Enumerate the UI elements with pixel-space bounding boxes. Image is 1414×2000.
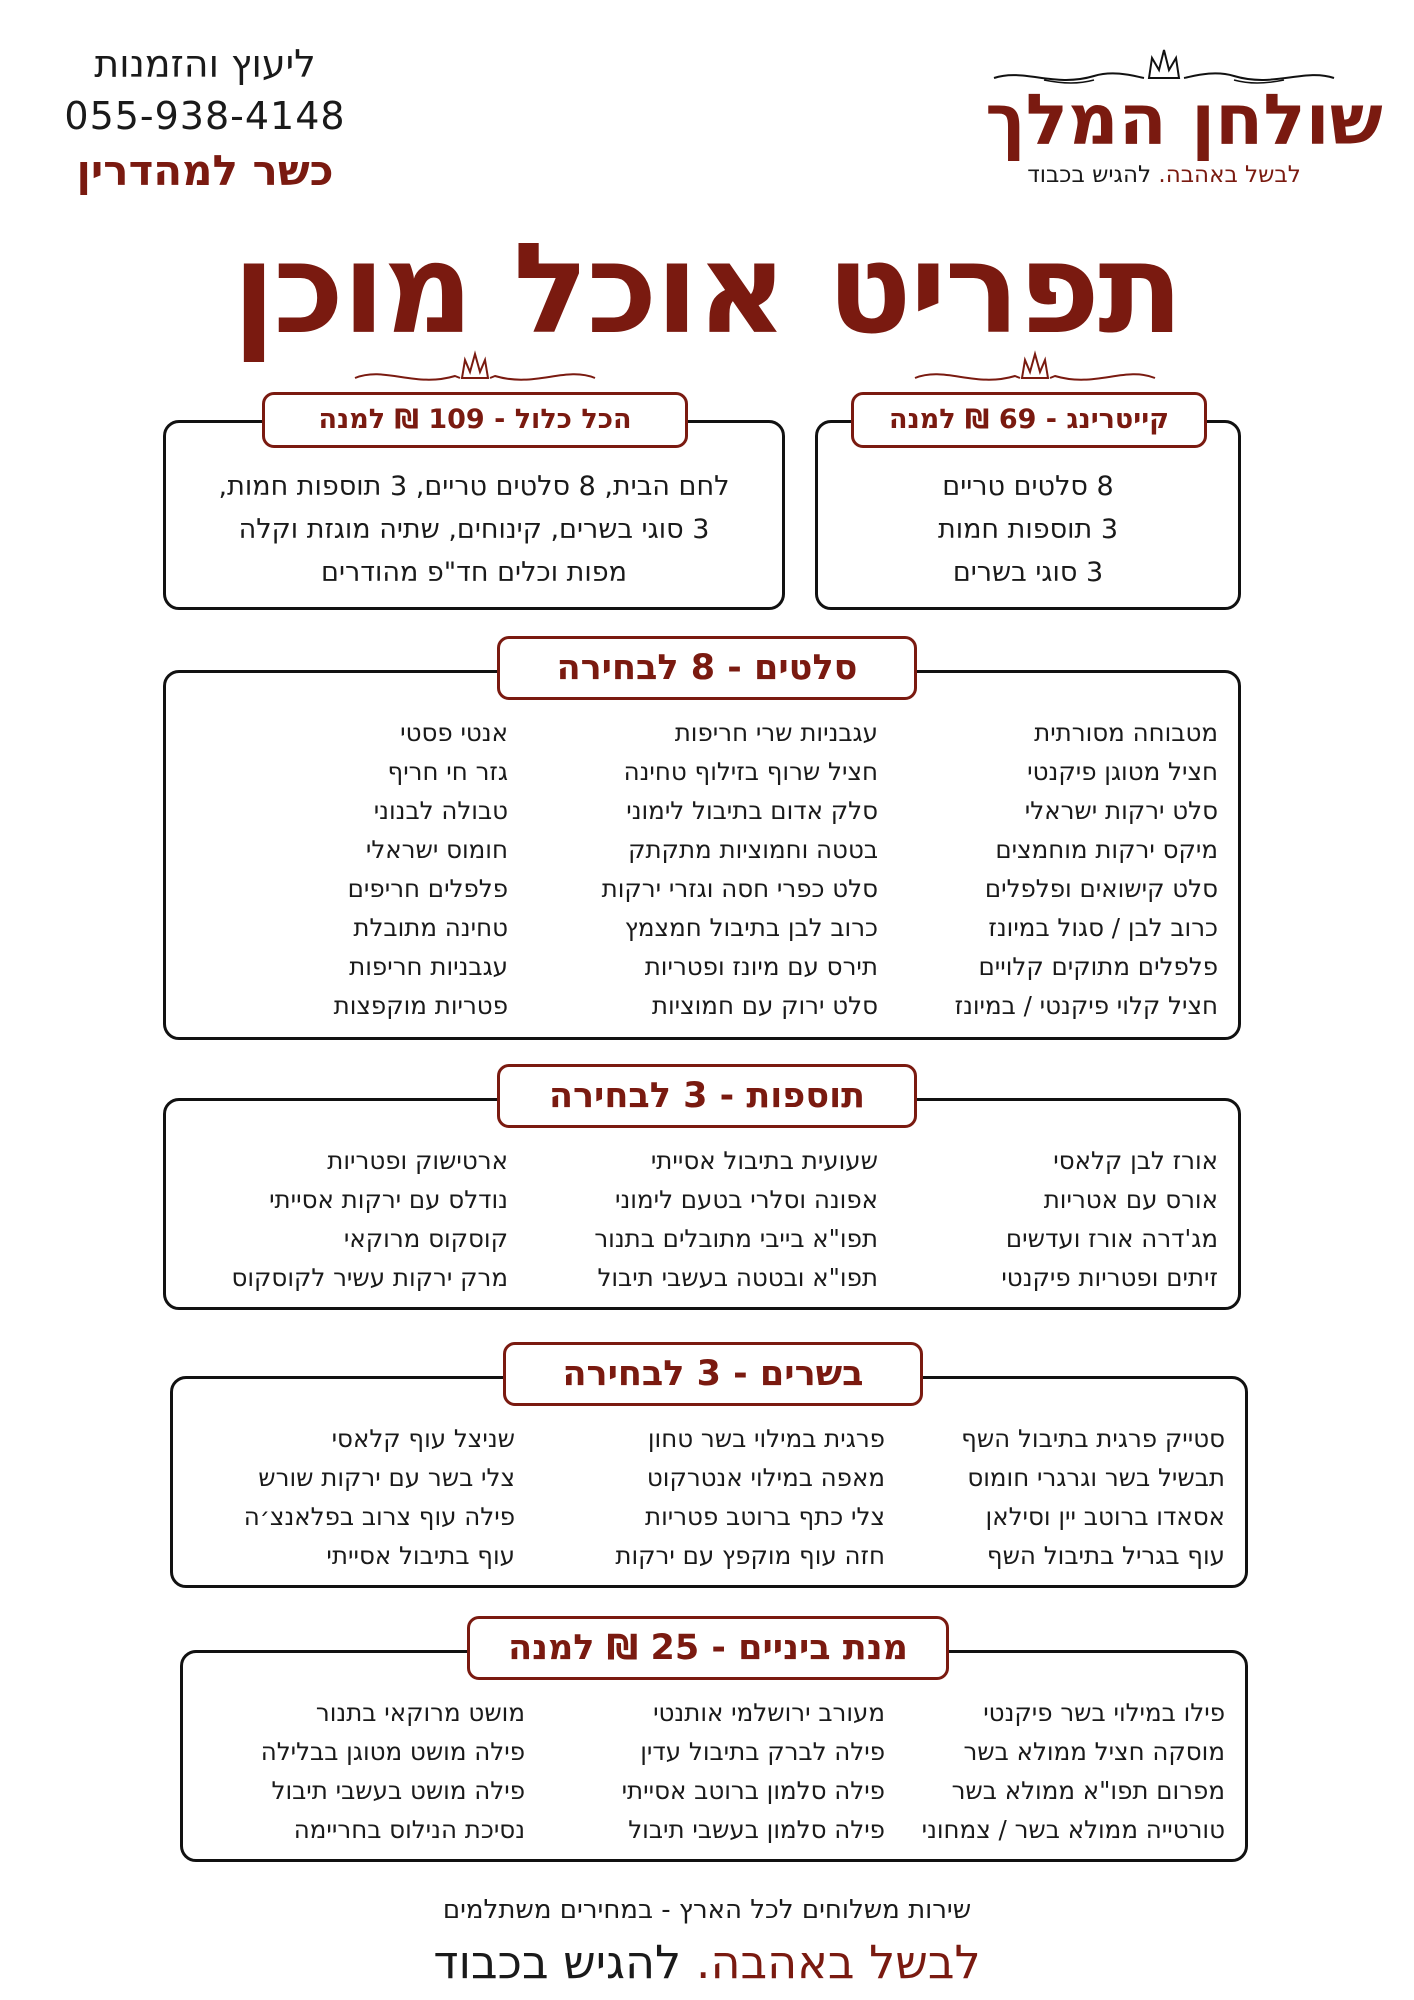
footer-slogan: [0, 1935, 1414, 1989]
meats-col-2: [515, 1419, 885, 1575]
menu-item: פילו במילוי בשר פיקנטי: [983, 1698, 1225, 1727]
package-line: 3 תוספות חמות: [937, 514, 1119, 545]
menu-item: נודלס עם ירקות אסייתי: [269, 1185, 508, 1214]
menu-item: פילה לברק בתיבול עדין: [640, 1737, 885, 1766]
menu-item: טבולה לבנוני: [373, 796, 508, 825]
menu-item: פטריות מוקפצות: [333, 991, 508, 1020]
package-line: 3 סוגי בשרים, קינוחים, שתיה מוגזת וקלה: [238, 514, 710, 545]
menu-item: ארטישוק ופטריות: [327, 1146, 508, 1175]
menu-item: שעועית בתיבול אסייתי: [650, 1146, 878, 1175]
kosher-label: כשר למהדרין: [76, 146, 334, 195]
salads-section: [163, 670, 1241, 1040]
menu-item: סלט כפרי חסה וגזרי ירקות: [601, 874, 878, 903]
phone-number[interactable]: 055-938-4148: [64, 94, 346, 138]
menu-item: גזר חי חריף: [387, 757, 508, 786]
intermediate-label: מנת ביניים - 25 ₪ למנה: [467, 1616, 949, 1680]
menu-item: פילה עוף צרוב בפלאנצ׳ה: [243, 1502, 515, 1531]
intermediate-col-3: [225, 1693, 525, 1849]
menu-item: מטבוחה מסורתית: [1034, 718, 1218, 747]
menu-item: חציל שרוף בזילוף טחינה: [623, 757, 878, 786]
brand-name: שולחן המלך: [985, 79, 1383, 161]
menu-item: חציל קלוי פיקנטי / במיונז: [954, 991, 1218, 1020]
menu-item: אורס עם אטריות: [1043, 1185, 1218, 1214]
contact-block: [55, 38, 355, 200]
menu-item: סלט ירקות ישראלי: [1024, 796, 1218, 825]
sides-columns: [198, 1141, 1218, 1297]
delivery-note: שירות משלוחים לכל הארץ - במחירים משתלמים: [442, 1895, 972, 1925]
menu-item: אפונה וסלרי בטעם לימוני: [615, 1185, 878, 1214]
menu-item: עוף בתיבול אסייתי: [326, 1541, 515, 1570]
flourish-icon: [910, 348, 1160, 388]
menu-item: אסאדו ברוטב יין וסילאן: [985, 1502, 1225, 1531]
footer-slogan-dark: להגיש בכבוד: [433, 1935, 682, 1989]
menu-item: פלפלים חריפים: [347, 874, 508, 903]
sides-section: [163, 1098, 1241, 1310]
intermediate-section: [180, 1650, 1248, 1862]
menu-item: מיקס ירקות מוחמצים: [995, 835, 1218, 864]
menu-item: חציל מטוגן פיקנטי: [1027, 757, 1218, 786]
package-line: 8 סלטים טריים: [942, 471, 1114, 502]
menu-item: מאפה במילוי אנטרקוט: [646, 1463, 885, 1492]
menu-item: טחינה מתובלת: [353, 913, 508, 942]
sides-col-1: [878, 1141, 1218, 1297]
menu-item: כרוב לבן / סגול במיונז: [988, 913, 1218, 942]
salads-col-3: [208, 713, 508, 1025]
meats-col-3: [215, 1419, 515, 1575]
salads-col-2: [508, 713, 878, 1025]
package-catering-label: קייטרינג - 69 ₪ למנה: [851, 392, 1207, 448]
page-title: תפריט אוכל מוכן: [232, 217, 1182, 362]
menu-item: אורז לבן קלאסי: [1053, 1146, 1218, 1175]
menu-item: תבשיל בשר וגרגרי חומוס: [967, 1463, 1225, 1492]
menu-item: סלט קישואים ופלפלים: [984, 874, 1218, 903]
menu-item: חומוס ישראלי: [365, 835, 508, 864]
menu-item: חזה עוף מוקפץ עם ירקות: [615, 1541, 885, 1570]
brand-slogan: [984, 162, 1344, 188]
menu-item: סטייק פרגית בתיבול השף: [961, 1424, 1225, 1453]
menu-item: פילה מושט מטוגן בבלילה: [260, 1737, 525, 1766]
contact-heading: ליעוץ והזמנות: [94, 42, 316, 86]
menu-item: מעורב ירושלמי אותנטי: [653, 1698, 885, 1727]
package-catering: [815, 420, 1241, 610]
brand-logo: [964, 30, 1384, 200]
menu-item: פרגית במילוי בשר טחון: [647, 1424, 885, 1453]
flourish-icon: [350, 348, 600, 388]
menu-item: סלק אדום בתיבול לימוני: [626, 796, 878, 825]
menu-item: בטטה וחמוציות מתקתק: [628, 835, 878, 864]
meats-section: [170, 1376, 1248, 1588]
salads-columns: [198, 713, 1218, 1025]
menu-item: פלפלים מתוקים קלויים: [978, 952, 1218, 981]
brand-slogan-red: לבשל באהבה.: [1158, 162, 1301, 188]
salads-col-1: [878, 713, 1218, 1025]
menu-item: תפו"א ובטטה בעשבי תיבול: [597, 1263, 878, 1292]
menu-item: עוף בגריל בתיבול השף: [986, 1541, 1225, 1570]
menu-item: שניצל עוף קלאסי: [331, 1424, 515, 1453]
menu-item: פילה סלמון ברוטב אסייתי: [621, 1776, 885, 1805]
menu-item: פילה סלמון בעשבי תיבול: [628, 1815, 885, 1844]
intermediate-col-1: [885, 1693, 1225, 1849]
salads-label: סלטים - 8 לבחירה: [497, 636, 917, 700]
menu-item: עגבניות חריפות: [349, 952, 508, 981]
menu-item: סלט ירוק עם חמוציות: [651, 991, 878, 1020]
menu-item: כרוב לבן בתיבול חמצמץ: [624, 913, 878, 942]
menu-item: אנטי פסטי: [400, 718, 508, 747]
sides-col-2: [508, 1141, 878, 1297]
menu-item: תירס עם מיונז ופטריות: [644, 952, 878, 981]
sides-col-3: [208, 1141, 508, 1297]
menu-item: זיתים ופטריות פיקנטי: [1001, 1263, 1218, 1292]
menu-item: טורטייה ממולא בשר / צמחוני: [921, 1815, 1225, 1844]
menu-item: צלי כתף ברוטב פטריות: [644, 1502, 885, 1531]
menu-item: עגבניות שרי חריפות: [674, 718, 878, 747]
menu-item: מג'דרה אורז ועדשים: [1005, 1224, 1218, 1253]
menu-item: מושט מרוקאי בתנור: [315, 1698, 525, 1727]
menu-item: נסיכת הנילוס בחריימה: [293, 1815, 525, 1844]
meats-col-1: [885, 1419, 1225, 1575]
menu-item: פילה מושט בעשבי תיבול: [271, 1776, 525, 1805]
menu-item: מפרום תפו"א ממולא בשר: [951, 1776, 1225, 1805]
brand-slogan-dark: להגיש בכבוד: [1027, 162, 1152, 188]
menu-item: צלי בשר עם ירקות שורש: [258, 1463, 515, 1492]
package-line: לחם הבית, 8 סלטים טריים, 3 תוספות חמות,: [218, 471, 730, 502]
meats-columns: [205, 1419, 1225, 1575]
menu-item: מוסקה חציל ממולא בשר: [963, 1737, 1225, 1766]
sides-label: תוספות - 3 לבחירה: [497, 1064, 917, 1128]
meats-label: בשרים - 3 לבחירה: [503, 1342, 923, 1406]
footer-slogan-red: לבשל באהבה.: [695, 1935, 981, 1989]
package-all-inclusive-label: הכל כלול - 109 ₪ למנה: [262, 392, 688, 448]
package-line: מפות וכלים חד"פ מהודרים: [321, 557, 627, 588]
intermediate-columns: [215, 1693, 1225, 1849]
package-line: 3 סוגי בשרים: [952, 557, 1104, 588]
package-all-inclusive-lines: [166, 465, 782, 594]
menu-item: תפו"א בייבי מתובלים בתנור: [594, 1224, 878, 1253]
menu-item: מרק ירקות עשיר לקוסקוס: [231, 1263, 508, 1292]
package-all-inclusive: [163, 420, 785, 610]
package-catering-lines: [818, 465, 1238, 594]
menu-item: קוסקוס מרוקאי: [343, 1224, 508, 1253]
intermediate-col-2: [525, 1693, 885, 1849]
